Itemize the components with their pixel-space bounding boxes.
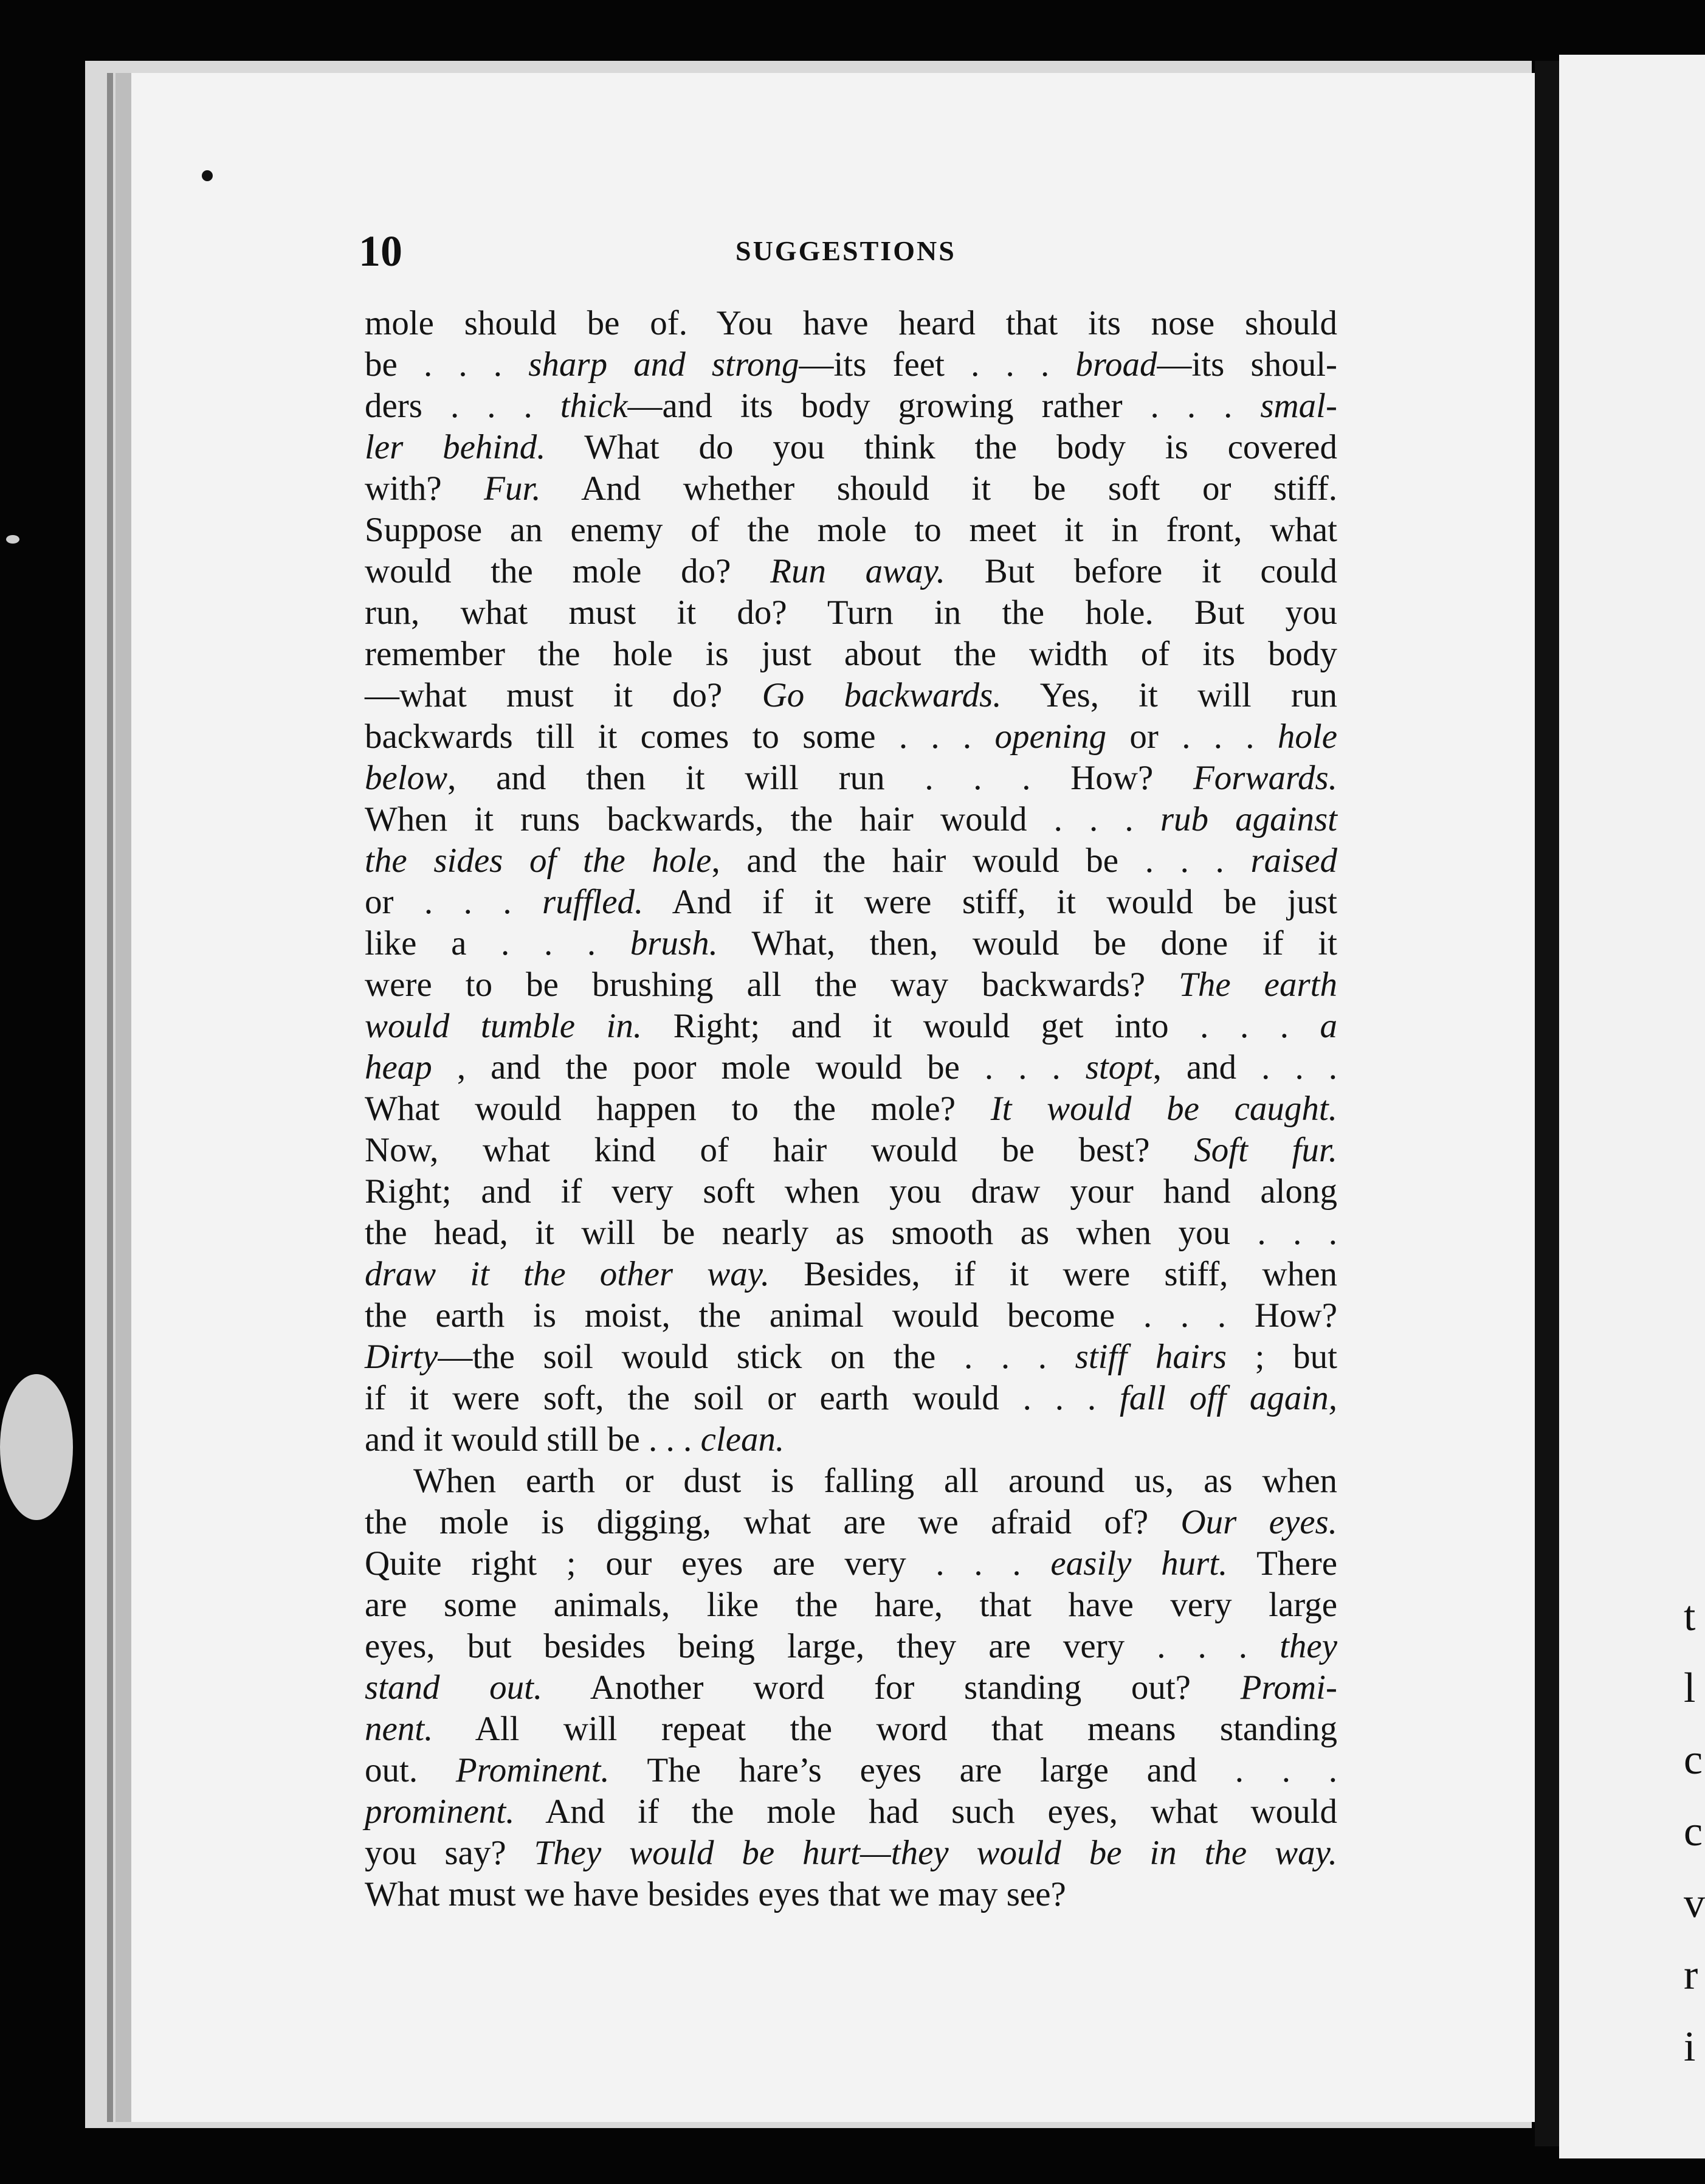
text-run: backwards till it comes to some . . .: [365, 717, 995, 756]
italic-answer: ruffled.: [542, 883, 644, 921]
text-line: [365, 1130, 1337, 1171]
text-line: [365, 510, 1337, 551]
next-page-letters: [1684, 1581, 1705, 2083]
text-run: Now, what kind of hair would be best?: [365, 1131, 1194, 1169]
italic-answer: Prominent.: [455, 1751, 610, 1789]
text-line: [365, 716, 1337, 758]
text-line: [365, 1750, 1337, 1791]
text-run: ; but: [1227, 1338, 1337, 1376]
text-run: the head, it will be nearly as smooth as when you . . .: [365, 1214, 1337, 1252]
text-run: There: [1227, 1544, 1337, 1583]
text-run: are some animals, like the hare, that have very large: [365, 1586, 1337, 1624]
text-line: [365, 634, 1337, 675]
text-line: [365, 964, 1337, 1006]
text-run: you say?: [365, 1834, 534, 1872]
italic-answer: stopt: [1085, 1048, 1153, 1087]
italic-answer: ler behind.: [365, 428, 546, 466]
next-page-letter: v: [1684, 1880, 1705, 1927]
text-run: eyes, but besides being large, they are very . . .: [365, 1627, 1280, 1665]
italic-answer: stand out.: [365, 1668, 543, 1707]
italic-answer: smal-: [1260, 387, 1337, 425]
text-run: were to be brushing all the way backwards?: [365, 966, 1179, 1004]
italic-answer: a: [1320, 1007, 1337, 1045]
text-run: be . . .: [365, 345, 529, 384]
text-line: [365, 551, 1337, 592]
italic-answer: raised: [1250, 841, 1337, 880]
italic-answer: Dirty: [365, 1338, 438, 1376]
italic-answer: hole: [1277, 717, 1338, 756]
next-page-edge: [1559, 55, 1705, 2158]
italic-answer: heap: [365, 1048, 432, 1087]
next-page-letter: c: [1684, 1808, 1703, 1855]
text-run: What must we have besides eyes that we may see?: [365, 1875, 1066, 1913]
text-line: [365, 1378, 1337, 1419]
text-run: , and the poor mole would be . . .: [432, 1048, 1086, 1087]
ink-dot: [202, 170, 213, 181]
text-line: [365, 427, 1337, 468]
text-run: What would happen to the mole?: [365, 1090, 991, 1128]
text-line: [365, 468, 1337, 510]
italic-answer: Promi-: [1240, 1668, 1337, 1707]
text-run: like a . . .: [365, 924, 630, 962]
text-line: [365, 1336, 1337, 1378]
text-run: the mole is digging, what are we afraid of?: [365, 1503, 1181, 1541]
text-run: , and then it will run . . . How?: [447, 759, 1193, 797]
text-run: would the mole do?: [365, 552, 771, 590]
italic-answer: thick: [560, 387, 628, 425]
text-line: [365, 303, 1337, 344]
text-run: or . . .: [1106, 717, 1278, 756]
text-run: And whether should it be soft or stiff.: [540, 469, 1337, 508]
italic-answer: Our eyes.: [1180, 1503, 1337, 1541]
text-line: [365, 1088, 1337, 1130]
text-run: Quite right ; our eyes are very . . .: [365, 1544, 1051, 1583]
text-run: The hare’s eyes are large and . . .: [609, 1751, 1338, 1789]
next-page-letter: t: [1684, 1593, 1696, 1640]
italic-answer: the sides of the hole: [365, 841, 712, 880]
text-run: run, what must it do? Turn in the hole. But you: [365, 593, 1337, 632]
text-run: with?: [365, 469, 484, 508]
paper-speck: [6, 535, 19, 544]
italic-answer: rub against: [1160, 800, 1337, 838]
text-line: [365, 1667, 1337, 1709]
text-run: and it would still be . . .: [365, 1420, 701, 1459]
text-line: [365, 1254, 1337, 1295]
text-run: out.: [365, 1751, 456, 1789]
paper-speck: [0, 1374, 73, 1520]
text-line: [365, 799, 1337, 840]
italic-answer: Forwards.: [1193, 759, 1337, 797]
text-run: —the soil would stick on the . . .: [438, 1338, 1075, 1376]
text-run: mole should be of. You have heard that its nose should: [365, 304, 1337, 342]
italic-answer: draw it the other way.: [365, 1255, 770, 1293]
text-run: remember the hole is just about the width of its body: [365, 635, 1337, 673]
text-line: [365, 923, 1337, 964]
italic-answer: Soft fur.: [1194, 1131, 1338, 1169]
italic-answer: brush.: [630, 924, 718, 962]
text-line: [365, 1584, 1337, 1626]
italic-answer: clean.: [700, 1420, 785, 1459]
text-run: the earth is moist, the animal would become . . . How?: [365, 1296, 1337, 1335]
text-run: And if it were stiff, it would be just: [643, 883, 1337, 921]
text-run: , and . . .: [1152, 1048, 1337, 1087]
text-line: [365, 758, 1337, 799]
text-run: , and the hair would be . . .: [711, 841, 1251, 880]
running-head: SUGGESTIONS: [735, 235, 956, 266]
text-run: Yes, it will run: [1001, 676, 1337, 714]
text-line: [365, 1006, 1337, 1047]
page-number: 10: [359, 227, 402, 275]
text-run: What, then, would be done if it: [717, 924, 1337, 962]
italic-answer: opening: [994, 717, 1107, 756]
book-gutter: [1535, 61, 1559, 2146]
italic-answer: they: [1280, 1627, 1337, 1665]
text-run: Besides, if it were stiff, when: [770, 1255, 1337, 1293]
text-run: —its shoul-: [1157, 345, 1338, 384]
next-page-letter: i: [1684, 2023, 1696, 2070]
italic-answer: easily hurt.: [1050, 1544, 1228, 1583]
italic-answer: They would be hurt—they would be in the way.: [534, 1834, 1338, 1872]
italic-answer: Go backwards.: [762, 676, 1002, 714]
next-page-letter: r: [1684, 1952, 1698, 1999]
text-run: All will repeat the word that means standing: [433, 1710, 1337, 1748]
italic-answer: The earth: [1179, 966, 1337, 1004]
text-line: [365, 592, 1337, 634]
text-line: [365, 1171, 1337, 1212]
text-line: [365, 1874, 1337, 1915]
text-run: Right; and if very soft when you draw your hand along: [365, 1172, 1337, 1211]
page-header: [359, 226, 1331, 281]
italic-answer: stiff hairs: [1075, 1338, 1227, 1376]
italic-answer: prominent.: [365, 1792, 515, 1831]
italic-answer: Fur.: [484, 469, 541, 508]
text-run: —and its body growing rather . . .: [627, 387, 1261, 425]
italic-answer: broad: [1075, 345, 1157, 384]
text-run: But before it could: [945, 552, 1337, 590]
text-line: [365, 344, 1337, 385]
italic-answer: nent.: [365, 1710, 433, 1748]
text-line: [365, 1833, 1337, 1874]
text-run: if it were soft, the soil or earth would . . .: [365, 1379, 1120, 1417]
text-line: [365, 1791, 1337, 1833]
text-line: [365, 1502, 1337, 1543]
text-line: [365, 1212, 1337, 1254]
text-line: [365, 1419, 1337, 1460]
text-line: [365, 1543, 1337, 1584]
text-line: [365, 385, 1337, 427]
text-line: [365, 840, 1337, 882]
italic-answer: fall off again,: [1120, 1379, 1337, 1417]
text-line: [365, 1295, 1337, 1336]
text-run: Right; and it would get into . . .: [642, 1007, 1320, 1045]
text-run: What do you think the body is covered: [545, 428, 1337, 466]
text-run: —what must it do?: [365, 676, 762, 714]
text-run: ders . . .: [365, 387, 560, 425]
text-line: [365, 1460, 1337, 1502]
text-run: Suppose an enemy of the mole to meet it in front, what: [365, 511, 1337, 549]
text-line: [365, 1047, 1337, 1088]
next-page-letter: l: [1684, 1665, 1696, 1712]
text-run: When it runs backwards, the hair would . . .: [365, 800, 1160, 838]
text-line: [365, 1626, 1337, 1667]
italic-answer: It would be caught.: [990, 1090, 1337, 1128]
italic-answer: Run away.: [770, 552, 946, 590]
body-text: [365, 303, 1337, 1915]
italic-answer: sharp and strong: [528, 345, 799, 384]
text-run: And if the mole had such eyes, what would: [514, 1792, 1337, 1831]
next-page-letter: c: [1684, 1736, 1703, 1783]
text-run: Another word for standing out?: [542, 1668, 1241, 1707]
italic-answer: below: [365, 759, 448, 797]
text-run: —its feet . . .: [799, 345, 1076, 384]
text-run: When earth or dust is falling all around us, as when: [413, 1462, 1337, 1500]
text-run: or . . .: [365, 883, 543, 921]
text-line: [365, 1709, 1337, 1750]
text-line: [365, 675, 1337, 716]
text-line: [365, 882, 1337, 923]
italic-answer: would tumble in.: [365, 1007, 642, 1045]
